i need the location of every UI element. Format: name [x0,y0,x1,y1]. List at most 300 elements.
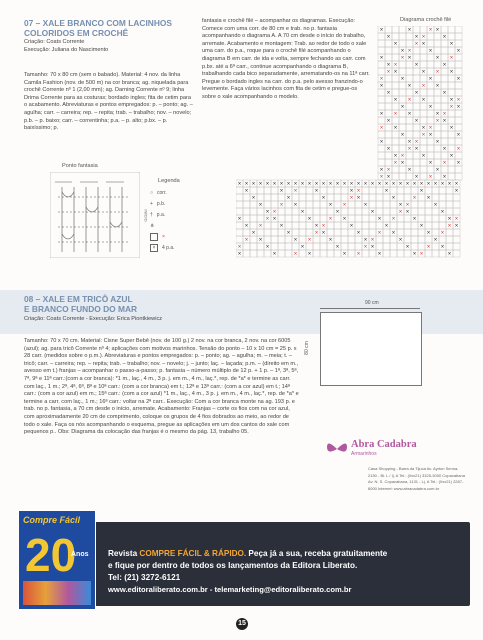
chart-cell-mark: × [384,223,389,230]
chart-cell [376,236,383,243]
chart-cell-mark: × [328,216,333,223]
chart-cell [334,236,341,243]
chart-cell-mark: × [384,188,389,195]
chart-cell-mark: × [379,174,384,181]
chart-cell [411,243,418,250]
chart-cell [236,222,243,229]
chart-cell [404,222,411,229]
chart-cell-mark: × [314,188,319,195]
chart-cell [434,152,441,159]
chart-cell-mark: × [386,62,391,69]
chart-cell-mark: × [456,160,461,167]
chart-cell [413,131,420,138]
chart-cell [448,89,455,96]
chart-cell [320,250,327,257]
chart-cell-mark: × [414,62,419,69]
chart-cell [306,194,313,201]
chart-cell-mark: × [449,41,454,48]
chart-cell [441,166,448,173]
chart-cell [390,243,397,250]
chart-cell [369,222,376,229]
store-subtitle: Armarinhos [351,451,377,457]
chart-cell [455,124,462,131]
chart-cell [427,138,434,145]
chart-cell [420,26,427,33]
chart-cell [378,40,385,47]
chart-cell [420,61,427,68]
chart-cell [418,208,425,215]
chart-cell [427,61,434,68]
chart-cell [392,131,399,138]
chart-cell [425,215,432,222]
project7-title [24,18,204,38]
chart-cell [418,215,425,222]
chart-cell [243,201,250,208]
chart-cell [376,243,383,250]
chart-cell-mark: × [421,83,426,90]
chart-cell-mark: × [307,237,312,244]
chart-cell [420,173,427,180]
chart-cell [453,243,460,250]
chart-cell [327,187,334,194]
chart-cell-mark: × [363,237,368,244]
chart-cell [448,75,455,82]
chart-cell-mark: × [412,251,417,258]
chart-cell [369,250,376,257]
chart-cell-mark: × [398,237,403,244]
chart-cell [369,194,376,201]
chart-cell [271,187,278,194]
chart-cell [418,194,425,201]
chart-cell-mark: × [449,97,454,104]
chart-cell [264,194,271,201]
chart-cell [441,68,448,75]
chart-cell [334,194,341,201]
chart-cell [455,89,462,96]
chart-cell [243,250,250,257]
chart-cell [299,201,306,208]
chart-cell [271,229,278,236]
chart-cell [413,47,420,54]
chart-cell [285,201,292,208]
chart-cell-mark: × [379,55,384,62]
chart-cell [406,152,413,159]
chart-cell [441,40,448,47]
chart-cell-mark: × [414,118,419,125]
chart-cell [292,215,299,222]
chart-cell [327,229,334,236]
chart-cell-mark: × [398,209,403,216]
chart-cell [306,187,313,194]
chart-cell [455,54,462,61]
chart-cell [432,215,439,222]
chart-cell-mark: × [272,209,277,216]
chart-cell-mark: × [426,230,431,237]
chart-cell-mark: × [414,174,419,181]
chart-cell [413,54,420,61]
chart-cell [348,208,355,215]
chart-cell-mark: × [265,244,270,251]
chart-cell [378,145,385,152]
chart-cell [278,229,285,236]
chart-cell-mark: × [428,27,433,34]
chart-cell [243,208,250,215]
chart-cell [285,187,292,194]
chart-cell-mark: × [349,181,354,188]
chart-cell-mark: × [237,216,242,223]
chart-cell-mark: × [279,188,284,195]
chart-cell [448,110,455,117]
chart-cell-mark: × [414,90,419,97]
magazine-photo [23,581,91,605]
chart-cell [383,236,390,243]
chart-cell [385,96,392,103]
chart-cell [385,47,392,54]
chart-cell [392,103,399,110]
legend-row-4pa: × 4 p.a. [150,242,210,253]
chart-cell-mark: × [442,90,447,97]
chart-cell [278,250,285,257]
chart-cell [441,138,448,145]
chart-cell [250,236,257,243]
ad-links[interactable]: www.editoraliberato.com.br - telemarketing@editoraliberato.com.br [108,585,352,594]
chart-cell [418,201,425,208]
chart-cell [406,117,413,124]
chart-cell [420,103,427,110]
chart-cell [397,229,404,236]
chart-cell [446,229,453,236]
chart-cell [271,194,278,201]
legend-row-fan [150,220,210,231]
chart-cell-mark: × [335,181,340,188]
chart-cell-mark: × [272,181,277,188]
chart-cell [453,250,460,257]
chart-cell-mark: × [293,237,298,244]
chart-cell [427,40,434,47]
chart-cell [406,33,413,40]
chart-cell-mark: × [428,174,433,181]
chart-cell-mark: × [440,209,445,216]
chart-cell [385,103,392,110]
chart-cell [420,138,427,145]
chart-cell-mark: × [258,223,263,230]
chart-cell-mark: × [419,251,424,258]
chart-cell [448,173,455,180]
chart-cell [420,166,427,173]
empty-square-icon [150,233,158,241]
chart-cell [441,75,448,82]
chart-cell [264,229,271,236]
store-logo [325,438,461,460]
chart-cell-mark: × [342,251,347,258]
chart-cell-mark: × [421,153,426,160]
chart-cell [453,208,460,215]
chart-cell [257,215,264,222]
page-number: 15 [236,618,248,630]
chart-cell-mark: × [435,118,440,125]
chart-cell [385,138,392,145]
chart-cell [455,26,462,33]
chart-cell [418,243,425,250]
chart-cell [341,208,348,215]
chart-cell [453,194,460,201]
chart-cell-mark: × [447,251,452,258]
chart-cell [425,187,432,194]
chart-cell [399,138,406,145]
chart-cell-mark: × [300,244,305,251]
chart-cell [434,75,441,82]
chart-cell [236,201,243,208]
chart-cell [327,243,334,250]
chart-cell-mark: × [370,181,375,188]
chart-cell [432,229,439,236]
chart-cell [285,215,292,222]
chart-cell-mark: × [400,153,405,160]
chart-cell [299,236,306,243]
chart-cell-mark: × [428,48,433,55]
chart-cell [434,124,441,131]
chart-cell-mark: × [393,153,398,160]
legend-title: Legenda [158,178,180,184]
chart-cell-mark: × [377,216,382,223]
chart-cell-mark: × [449,69,454,76]
chart-cell [392,47,399,54]
chart-cell [455,61,462,68]
chart-cell [448,82,455,89]
store-address: Casa Shopping - Barra da Tijuca Av. Ayrton Senna, 2150 - Bl. L / Ij. A Tel.: (0xx21) 3325-3000 Copacabana Av. N. S. Copacabana, 1131 - Lj. A Tel.: (0xx21) 2287-8000 Internet: www.abracadabra.com.br [368,466,465,491]
chart-cell [385,124,392,131]
chart-cell-mark: × [393,41,398,48]
chart-cell [327,208,334,215]
chart-cell [348,243,355,250]
filet-crochet-chart [236,26,472,266]
chart-cell-mark: × [440,230,445,237]
chart-cell [299,187,306,194]
chart-cell-mark: × [244,181,249,188]
chart-cell [434,103,441,110]
chart-cell [376,222,383,229]
chart-cell [334,201,341,208]
chart-cell-mark: × [440,244,445,251]
chart-cell [427,33,434,40]
shawl-outline [320,312,422,386]
chart-cell [250,208,257,215]
chart-cell [434,131,441,138]
chart-cell [285,250,292,257]
chart-cell-mark: × [265,216,270,223]
chart-cell [385,82,392,89]
legend [150,187,210,253]
chart-cell-mark: × [370,209,375,216]
chart-cell [439,222,446,229]
chart-cell [383,215,390,222]
stitch-diagram-label: Ponto fantasia [62,163,98,169]
chart-cell [390,250,397,257]
project8-body: Tamanho: 70 x 70 cm. Material: Cisne Super Bebê (nov. de 100 g.) 2 nov. na cor branca, 2 nov. na cor 6005 (azul); ag. para tricô Corrente nº 4; aplicações com motivos marinhos. Tensão do ponto – 10 x 10 cm = 25 p. x 28 carr. (medidos sobre o p.m.). Abreviaturas e pontos empregados: p. – ponto; ag. – agulha; m. – meia; t. – tricô; carr. – carreira; rep. – repita; trab. – trabalho; nov. – novelo; j. – junto; laç. – laçada; p.m. – (direito em m., avesso em t.) franjas – acompanhar o passo-a-passo; p. fantasia – número múltiplo de 12 p. + 1 p. – 1ª, 3ª, 5ª, 7ª, 9ª e 11ª carr.:(com a cor branca): *1 m., laç., 4 m., 3 p. j. em m., 4 m., laç.*, rep. de *a* e termine as carr. com laç., 1 m.; 2ª, 4ª, 6ª, 8ª e 10ª carr.: (com a cor branca) em t.; 12ª e 13ª carr.: (com a cor azul) em t.; 14ª carr.: (com a cor azul) em m.; 15ª carr.: (com a cor azul) *1 m., laç., 4 m., 3 p. j. em m., 4 m., laç.*, rep. de *a* e termine a carr. com laç., 1 m.; 16ª carr.: voltar na 2ª carr.. Execução: Com a cor branca monte na ag. 193 p. e trab. no p. fantasia, a 70 cm desde o início, arremate. Acabamento: Franjas – corte os fios com na cor azul, com aproximadamente 20 cm de comprimento, coloque os grupos de 4 fios dobrados ao meio, ao redor de todo o xale. Faça os nós acompanhando o esquema, pregue as aplicações em um dos cantos do xale com pequenos p.. Obs: Diagrama da colocação das franjas é o mesmo da pág. 13, trabalho 05. [24,338,299,436]
chart-cell [420,145,427,152]
chart-cell [397,187,404,194]
chart-cell [271,243,278,250]
chart-cell [427,145,434,152]
chart-cell-mark: × [447,181,452,188]
chart-cell [455,110,462,117]
chart-cell [348,250,355,257]
chart-cell-mark: × [419,181,424,188]
chart-cell-mark: × [447,223,452,230]
chart-cell-mark: × [321,181,326,188]
project7-title-line2: COLORIDOS EM CROCHÊ [24,28,129,38]
chart-cell [427,89,434,96]
chart-cell [427,82,434,89]
chart-cell-mark: × [237,181,242,188]
chart-cell [257,187,264,194]
chart-cell [285,208,292,215]
chart-cell-mark: × [379,125,384,132]
chart-cell [385,159,392,166]
chart-cell [292,243,299,250]
chart-cell [341,243,348,250]
chart-cell-mark: × [300,181,305,188]
ad-line2: e fique por dentro de todos os lançamentos da Editora Liberato. [108,561,358,570]
chart-cell [397,243,404,250]
chart-cell [320,236,327,243]
chart-cell-mark: × [370,237,375,244]
chart-cell [434,61,441,68]
chart-cell [306,243,313,250]
chart-cell-mark: × [393,97,398,104]
project8-title [24,294,274,314]
chart-cell [369,187,376,194]
chart-cell-mark: × [449,55,454,62]
chart-cell-mark: × [407,139,412,146]
chart-cell [355,243,362,250]
chart-cell-mark: × [363,202,368,209]
chart-cell-mark: × [407,83,412,90]
plus-symbol-icon: + [150,200,153,207]
chart-cell [425,222,432,229]
chart-cell-mark: × [379,139,384,146]
chart-cell-mark: × [407,111,412,118]
chart-cell [292,208,299,215]
chart-cell [355,222,362,229]
chart-cell-mark: × [265,209,270,216]
chart-cell-mark: × [435,69,440,76]
chart-cell-mark: × [393,69,398,76]
chart-cell-mark: × [456,48,461,55]
chart-cell [406,159,413,166]
chart-cell [441,96,448,103]
chart-cell-mark: × [428,76,433,83]
chart-cell-mark: × [449,125,454,132]
chart-cell-mark: × [335,209,340,216]
chart-cell [383,208,390,215]
chart-cell [432,194,439,201]
project7-title-line1: 07 – XALE BRANCO COM LACINHOS [24,18,172,28]
shawl-width-line [320,308,420,309]
chart-cell [406,40,413,47]
chart-cell [243,215,250,222]
chart-cell [404,250,411,257]
chart-cell [413,166,420,173]
chart-cell [378,131,385,138]
chart-cell [376,201,383,208]
chart-cell [411,222,418,229]
chart-cell [334,215,341,222]
chart-cell [397,194,404,201]
double-crochet-symbol-icon: † [150,211,153,218]
chart-cell [446,194,453,201]
chart-cell [369,215,376,222]
chart-cell-mark: × [321,230,326,237]
chart-cell [236,187,243,194]
chart-cell [313,208,320,215]
chart-cell-mark: × [251,195,256,202]
ad-line1: Revista COMPRE FÁCIL & RÁPIDO. Peça já a sua, receba gratuitamente [108,549,388,558]
chart-cell-mark: × [391,195,396,202]
chart-cell [420,110,427,117]
chart-cell-mark: × [342,181,347,188]
chart-cell [406,124,413,131]
chart-cell [425,250,432,257]
chart-cell [348,201,355,208]
chart-cell [439,236,446,243]
chart-cell [441,26,448,33]
chart-cell [250,201,257,208]
chart-cell [355,201,362,208]
chart-cell-mark: × [258,181,263,188]
chart-cell [425,236,432,243]
chart-cell-mark: × [391,181,396,188]
chart-cell-mark: × [349,188,354,195]
chart-cell [257,229,264,236]
chart-cell [299,250,306,257]
chart-cell [411,236,418,243]
chart-cell-mark: × [356,251,361,258]
magazine-number: 20 [25,529,77,581]
chart-cell [413,26,420,33]
chart-cell-mark: × [442,174,447,181]
chart-cell-mark: × [421,41,426,48]
chart-cell-mark: × [379,167,384,174]
chart-cell [397,215,404,222]
chart-cell [406,89,413,96]
chart-cell-mark: × [356,230,361,237]
chart-cell-mark: × [426,195,431,202]
chart-cell-mark: × [426,181,431,188]
chart-cell [278,243,285,250]
chart-cell-mark: × [272,251,277,258]
chart-cell-mark: × [314,230,319,237]
chart-cell [369,201,376,208]
chart-cell [257,194,264,201]
chart-cell [385,54,392,61]
chart-cell-mark: × [386,167,391,174]
chart-cell [411,229,418,236]
fan-symbol-icon: ⋔ [150,222,155,229]
chart-cell [434,40,441,47]
chart-cell-mark: × [442,146,447,153]
chart-cell-mark: × [428,125,433,132]
chart-cell [448,145,455,152]
chart-cell-mark: × [379,76,384,83]
butterfly-logo-icon [325,439,349,459]
chart-cell [399,61,406,68]
chart-cell [278,208,285,215]
x-box-icon: × [150,244,158,252]
chart-cell [434,96,441,103]
chart-cell [327,222,334,229]
chart-cell [432,208,439,215]
